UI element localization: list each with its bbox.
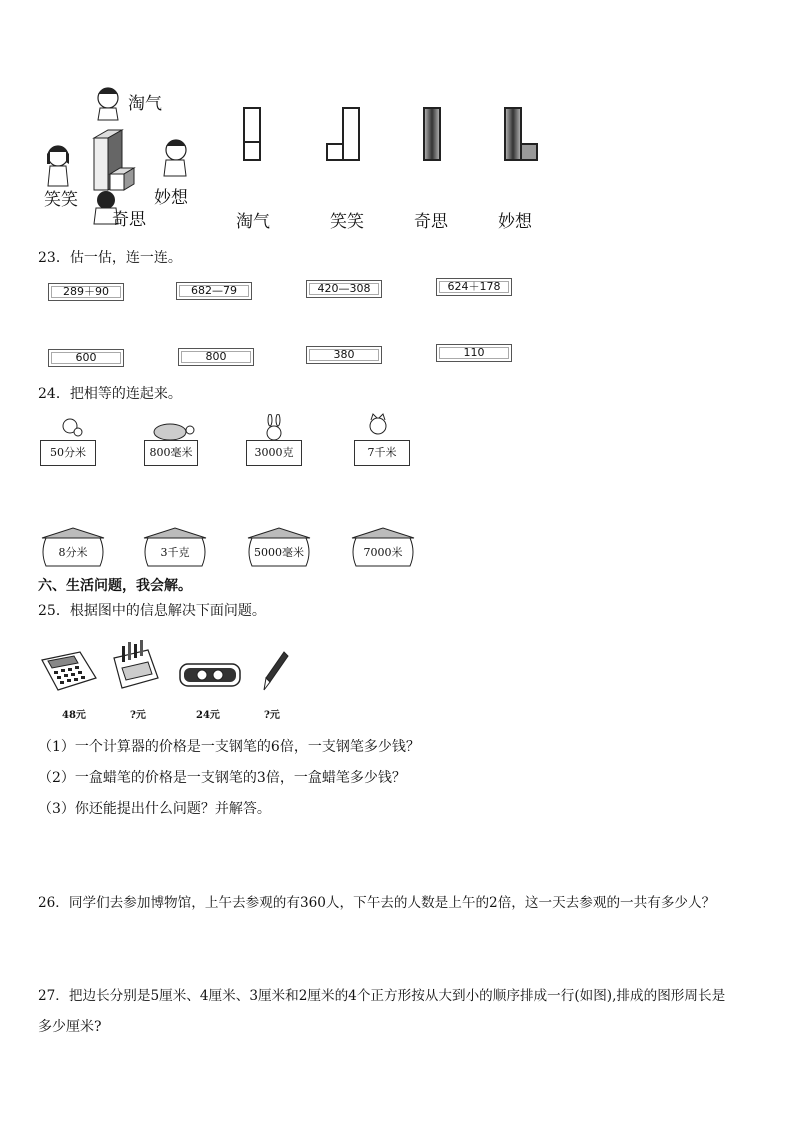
- jar[interactable]: [348, 526, 418, 570]
- expression-box[interactable]: 624＋178: [436, 278, 512, 296]
- answer-box[interactable]: 600: [48, 349, 124, 367]
- card-label: 800毫米: [144, 440, 198, 466]
- jar-label: 3千克: [160, 546, 190, 559]
- animal-card[interactable]: [246, 414, 304, 466]
- q25-sub-2: （2）一盒蜡笔的价格是一支钢笔的3倍，一盒蜡笔多少钱？: [38, 770, 406, 786]
- q23-title: 23．估一估，连一连。: [38, 250, 182, 266]
- turtle-icon: [144, 414, 200, 442]
- animal-card[interactable]: [354, 410, 412, 466]
- price-label: 24元: [196, 710, 220, 721]
- calculator-icon: [40, 650, 98, 696]
- dog-icon: [40, 414, 98, 442]
- q25-title: 25．根据图中的信息解决下面问题。: [38, 603, 266, 619]
- answer-box[interactable]: 800: [178, 348, 254, 366]
- pen-icon: [260, 650, 290, 696]
- kid-top-icon: [98, 88, 118, 120]
- q26-text: 26．同学们去参加博物馆，上午去参观的有360人，下午去的人数是上午的2倍，这一天去参观的一共有多少人？: [38, 895, 716, 911]
- view-label-1: 淘气: [236, 212, 270, 232]
- jar[interactable]: [244, 526, 314, 570]
- q25-sub-3: （3）你还能提出什么问题？并解答。: [38, 801, 271, 817]
- pencil-case-icon: [178, 660, 242, 694]
- view-label-3: 奇思: [414, 212, 448, 232]
- label-taoqi: 淘气: [128, 94, 162, 114]
- answer-box[interactable]: 380: [306, 346, 382, 364]
- label-qisi: 奇思: [112, 210, 146, 230]
- card-label: 7千米: [354, 440, 410, 466]
- kid-right-icon: [164, 140, 186, 176]
- expression-box[interactable]: 682—79: [176, 282, 252, 300]
- label-xiaoxiao: 笑笑: [44, 190, 78, 210]
- price-label: ?元: [264, 710, 280, 721]
- jar[interactable]: [140, 526, 210, 570]
- card-label: 50分米: [40, 440, 96, 466]
- blocks-icon: [94, 130, 134, 190]
- card-label: 3000克: [246, 440, 302, 466]
- jar-label: 7000米: [363, 546, 403, 559]
- view-label-4: 妙想: [498, 212, 532, 232]
- price-label: ?元: [130, 710, 146, 721]
- kid-left-icon: [47, 146, 69, 186]
- cat-icon: [354, 410, 412, 440]
- q25-sub-1: （1）一个计算器的价格是一支钢笔的6倍，一支钢笔多少钱？: [38, 739, 420, 755]
- crayon-box-icon: [108, 638, 160, 698]
- view-3: [420, 106, 444, 166]
- q27-text-line1: 27．把边长分别是5厘米、4厘米、3厘米和2厘米的4个正方形按从大到小的顺序排成一行(如图),排成的图形周长是: [38, 988, 726, 1004]
- q24-title: 24．把相等的连起来。: [38, 386, 182, 402]
- answer-box[interactable]: 110: [436, 344, 512, 362]
- jar-label: 5000毫米: [254, 546, 304, 559]
- jar[interactable]: [38, 526, 108, 570]
- view-label-2: 笑笑: [330, 212, 364, 232]
- section-title: 六、生活问题，我会解。: [38, 578, 192, 594]
- price-label: 48元: [62, 710, 86, 721]
- label-miaoxiang: 妙想: [154, 188, 188, 208]
- jar-label: 8分米: [58, 546, 88, 559]
- view-4: [502, 106, 542, 166]
- expression-box[interactable]: 289＋90: [48, 283, 124, 301]
- rabbit-icon: [246, 414, 304, 442]
- expression-box[interactable]: 420—308: [306, 280, 382, 298]
- view-1: [240, 106, 264, 166]
- animal-card[interactable]: [144, 414, 200, 466]
- animal-card[interactable]: [40, 414, 98, 466]
- q27-text-line2: 多少厘米?: [38, 1019, 102, 1035]
- view-2: [324, 106, 364, 166]
